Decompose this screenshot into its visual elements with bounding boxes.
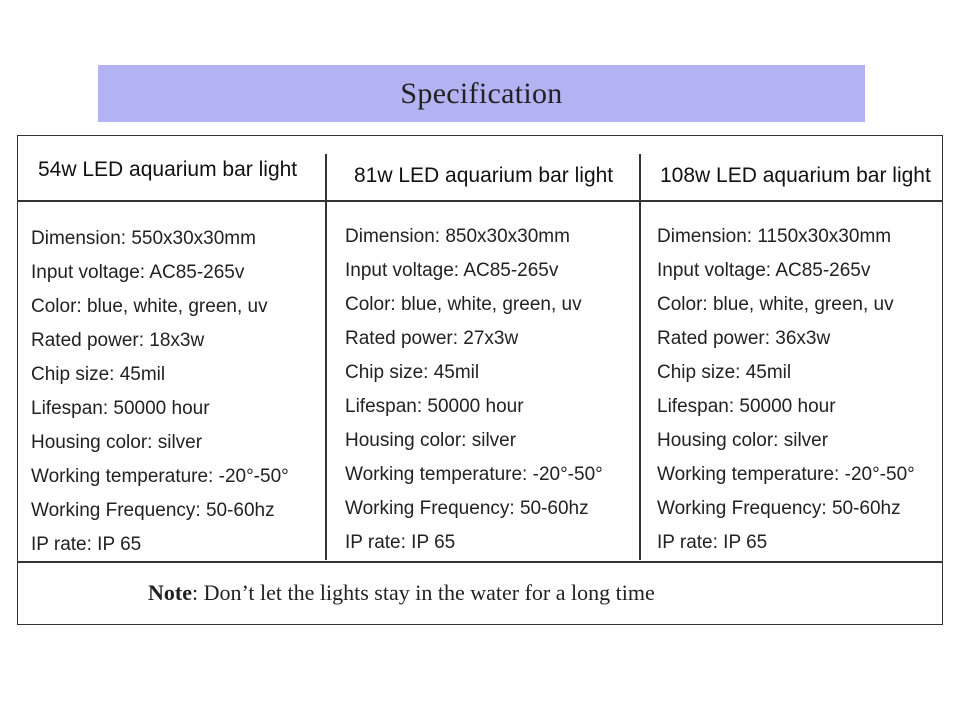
note-label: Note <box>148 580 192 605</box>
column-divider <box>639 154 641 560</box>
column-divider <box>325 154 327 560</box>
spec-item: Color: blue, white, green, uv <box>657 294 894 315</box>
spec-item: Working Frequency: 50-60hz <box>31 500 275 521</box>
spec-item: Input voltage: AC85-265v <box>31 262 245 283</box>
spec-item: Lifespan: 50000 hour <box>31 398 210 419</box>
spec-item: Working Frequency: 50-60hz <box>657 498 901 519</box>
spec-item: IP rate: IP 65 <box>657 532 768 553</box>
spec-item: Input voltage: AC85-265v <box>657 260 871 281</box>
spec-item: Dimension: 1150x30x30mm <box>657 226 892 247</box>
spec-list-108w <box>657 220 915 560</box>
note <box>148 580 655 606</box>
page-title: Specification <box>400 76 563 110</box>
header-divider <box>18 200 942 202</box>
spec-item: Rated power: 36x3w <box>657 328 831 349</box>
spec-item: Housing color: silver <box>657 430 829 451</box>
spec-list-81w <box>345 220 603 560</box>
spec-item: Housing color: silver <box>31 432 203 453</box>
spec-item: Working Frequency: 50-60hz <box>345 498 589 519</box>
title-banner <box>98 65 865 122</box>
note-text: : Don’t let the lights stay in the water for a long time <box>191 580 655 605</box>
spec-item: Working temperature: -20°-50° <box>657 464 915 485</box>
column-heading-54w: 54w LED aquarium bar light <box>38 158 298 181</box>
spec-item: Color: blue, white, green, uv <box>31 296 268 317</box>
spec-item: Housing color: silver <box>345 430 517 451</box>
spec-list-54w <box>31 222 289 562</box>
spec-item: IP rate: IP 65 <box>31 534 142 555</box>
spec-item: Rated power: 27x3w <box>345 328 519 349</box>
spec-item: Chip size: 45mil <box>31 364 166 385</box>
column-heading-81w: 81w LED aquarium bar light <box>354 164 614 187</box>
column-heading-108w: 108w LED aquarium bar light <box>660 164 931 187</box>
spec-item: Chip size: 45mil <box>345 362 480 383</box>
spec-item: IP rate: IP 65 <box>345 532 456 553</box>
spec-item: Dimension: 850x30x30mm <box>345 226 570 247</box>
spec-item: Dimension: 550x30x30mm <box>31 228 256 249</box>
spec-item: Lifespan: 50000 hour <box>657 396 836 417</box>
spec-item: Rated power: 18x3w <box>31 330 205 351</box>
spec-item: Lifespan: 50000 hour <box>345 396 524 417</box>
spec-item: Input voltage: AC85-265v <box>345 260 559 281</box>
spec-item: Working temperature: -20°-50° <box>31 466 289 487</box>
spec-table <box>17 135 943 625</box>
spec-item: Working temperature: -20°-50° <box>345 464 603 485</box>
spec-item: Color: blue, white, green, uv <box>345 294 582 315</box>
spec-item: Chip size: 45mil <box>657 362 792 383</box>
